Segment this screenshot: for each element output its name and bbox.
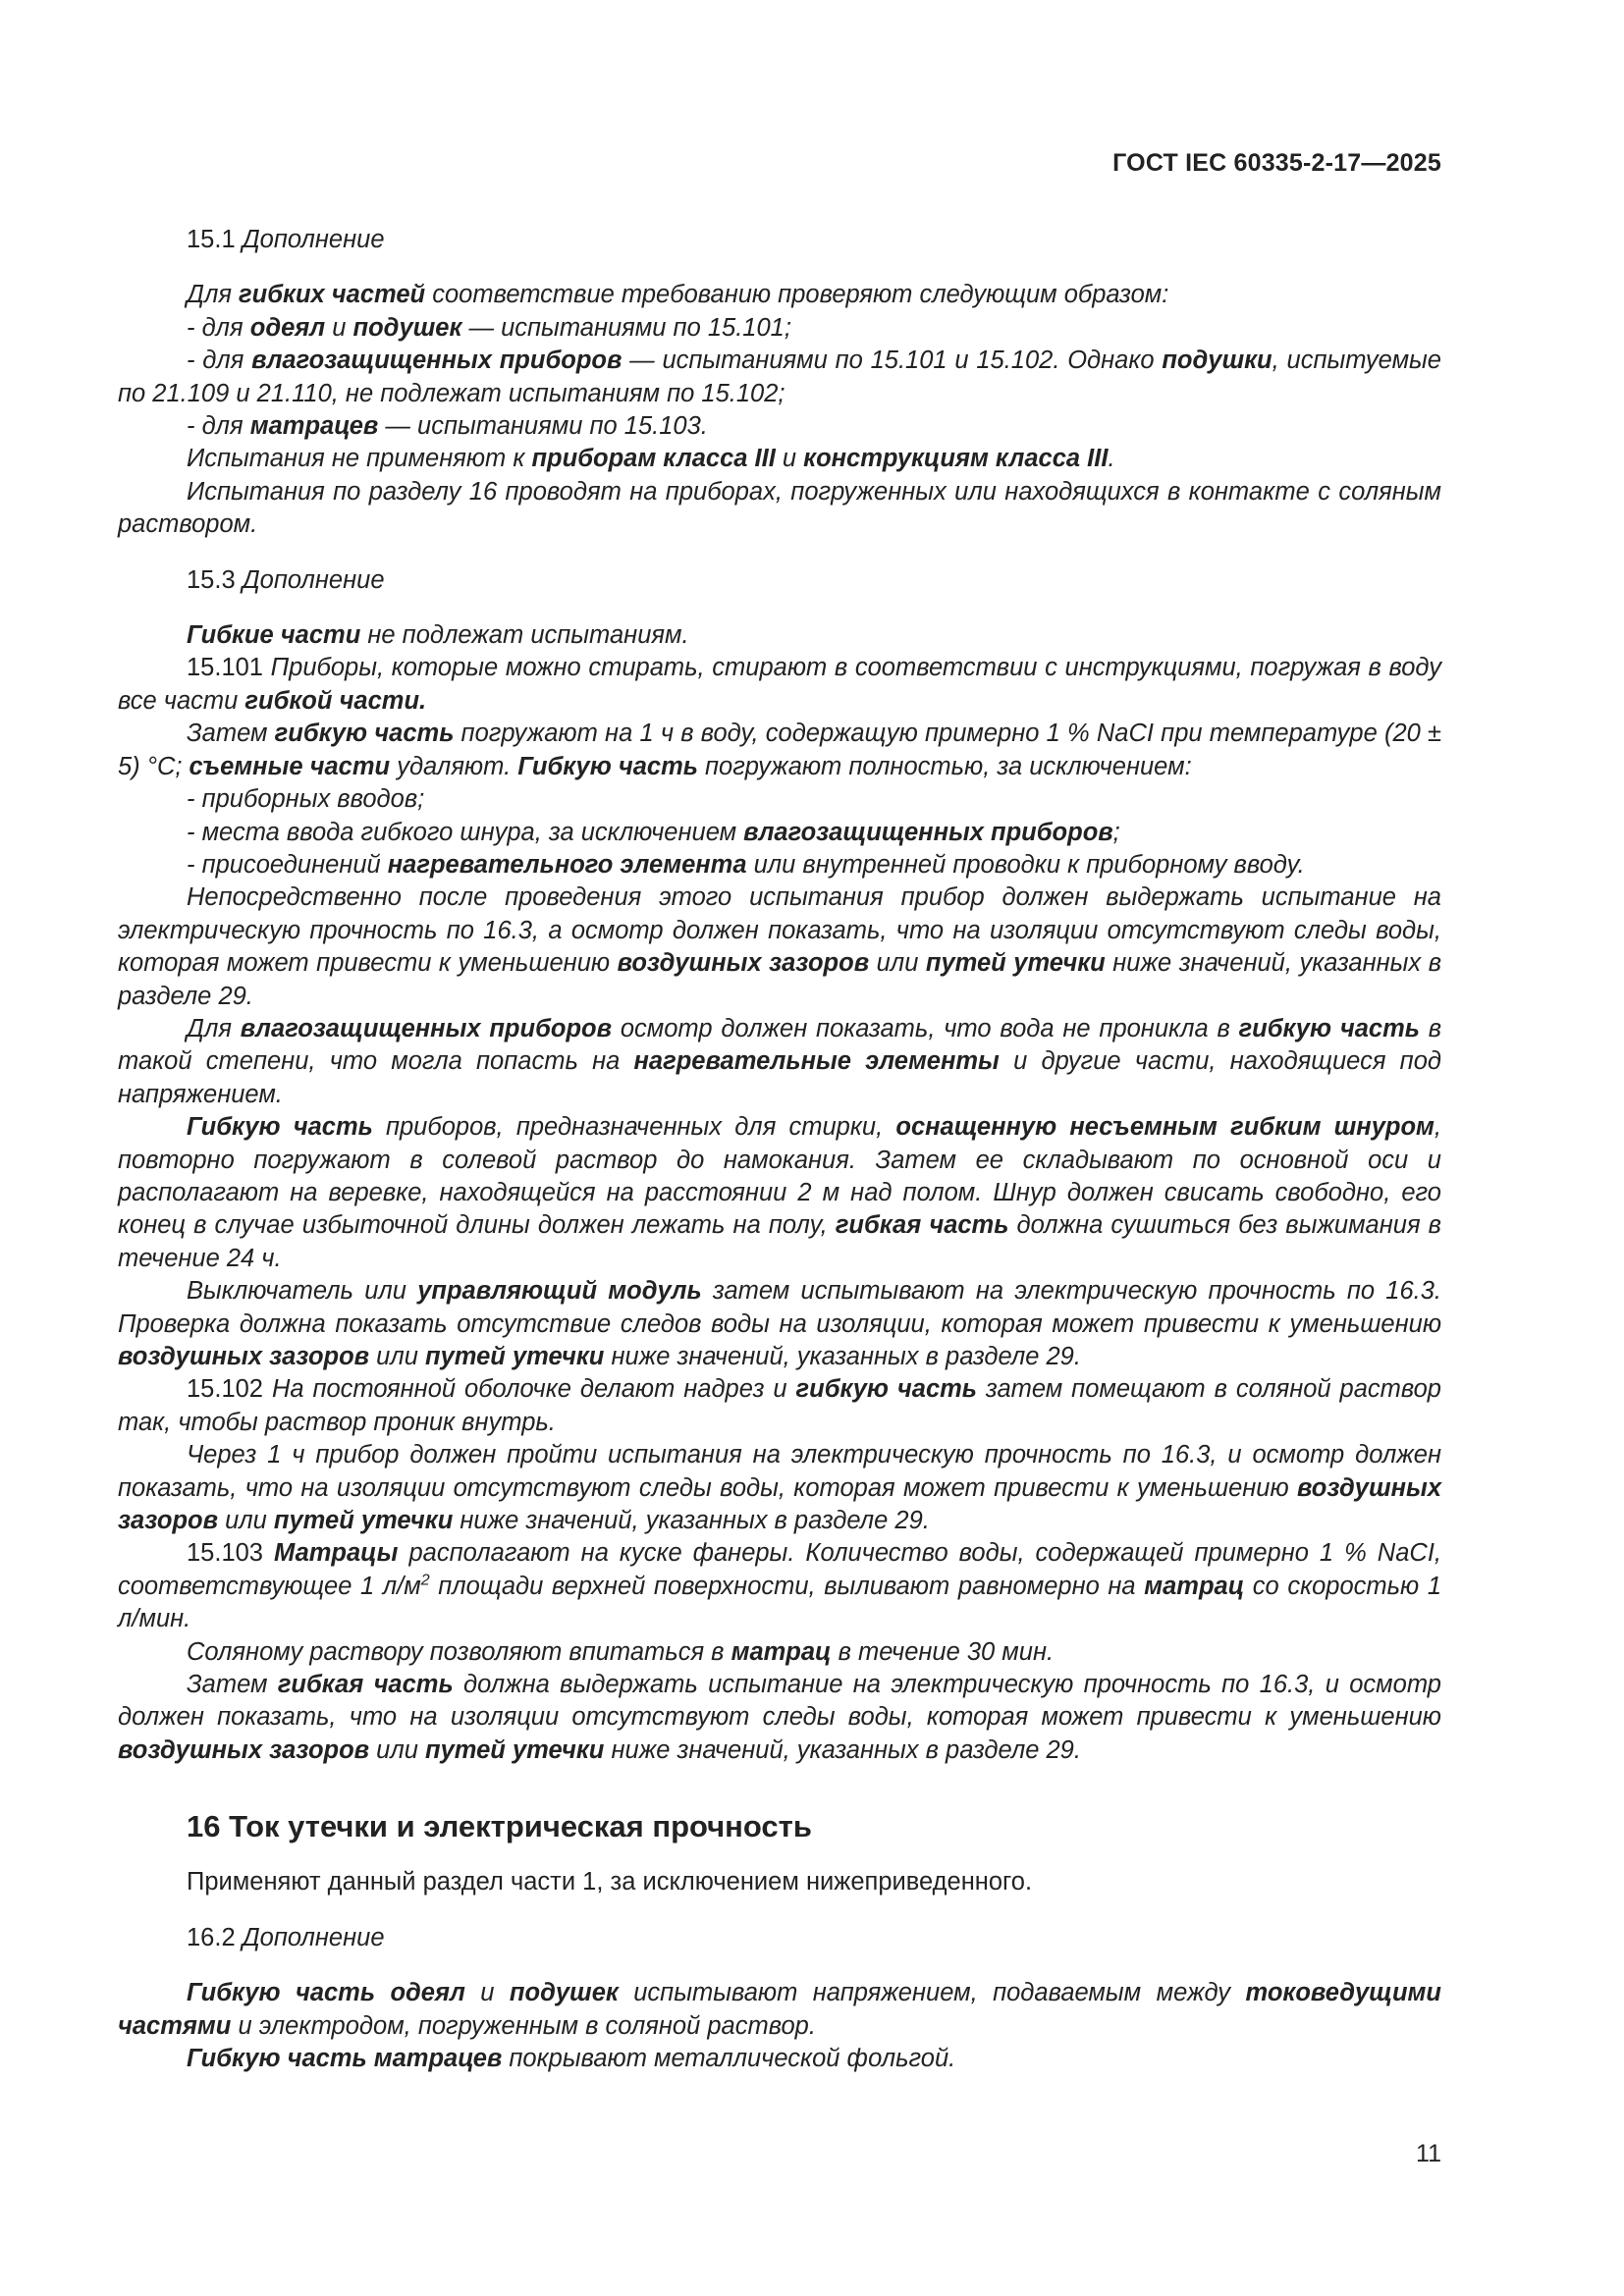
paragraph: Затем гибкую часть погружают на 1 ч в воду, содержащую примерно 1 % NaCI при температуре (20 ± 5) °С; съемные части удаляют. Гибкую часть погружают полностью, за исключением:	[118, 720, 1441, 780]
clause-15-103: 15.103 Матрацы располагают на куске фанеры. Количество воды, содержащей примерно 1 % NaCI, соответствующее 1 $л/м^2$ площади верхней поверхности, выливают равномерно на матрац со скоростью 1 л/мин.	[118, 1539, 1442, 1633]
list-item: - приборных вводов;	[187, 785, 425, 814]
clause-number: 15.1	[187, 226, 243, 253]
clause-number: 15.3	[187, 565, 243, 594]
section-16-intro: Применяют данный раздел части 1, за исключением нижеприведенного.	[187, 1868, 1033, 1896]
clause-15-102: 15.102 На постоянной оболочке делают надрез и гибкую часть затем помещают в соляной раствор так, чтобы раствор проник внутрь.	[118, 1375, 1441, 1436]
clause-15-3-label	[118, 564, 1441, 597]
list-item: - для одеял и подушек — испытаниями по 15.101;	[187, 313, 791, 342]
clause-label: Дополнение	[242, 226, 385, 253]
clause-number: 16.2	[187, 1923, 243, 1951]
paragraph: Испытания по разделу 16 проводят на приборах, погруженных или находящихся в контакте с соляным раствором.	[118, 477, 1441, 539]
paragraph: Затем гибкая часть должна выдержать испытание на электрическую прочность по 16.3, и осмотр должен показать, что на изоляции отсутствуют следы воды, которая может привести к уменьшению воздушных зазоров или путей утечки ниже значений, указанных в разделе 29.	[118, 1671, 1441, 1764]
paragraph: Гибкие части не подлежат испытаниям.	[187, 621, 689, 650]
list-item: - присоединений нагревательного элемента или внутренней проводки к приборному вводу.	[187, 850, 1305, 879]
paragraph: Гибкую часть приборов, предназначенных для стирки, оснащенную несъемным гибким шнуром, повторно погружают в солевой раствор до намокания. Затем ее складывают по основной оси и располагают на веревке, находящейся на расстоянии 2 м над полом. Шнур должен свисать свободно, его конец в случае избыточной длины должен лежать на полу, гибкая часть должна сушиться без выжимания в течение 24 ч.	[118, 1113, 1441, 1272]
paragraph: Для гибких частей соответствие требованию проверяют следующим образом:	[187, 281, 1169, 309]
section-16-heading: 16 Ток утечки и электрическая прочность	[187, 1809, 812, 1844]
clause-16-2-label	[118, 1922, 1441, 1954]
paragraph: Испытания не применяют к приборам класса III и конструкциям класса III.	[187, 445, 1115, 473]
list-item: - места ввода гибкого шнура, за исключением влагозащищенных приборов;	[187, 818, 1120, 846]
clause-15-1-label	[118, 224, 1441, 256]
clause-label: Дополнение	[242, 1923, 385, 1951]
paragraph: Гибкую часть одеял и подушек испытывают напряжением, подаваемым между токоведущими частями и электродом, погруженным в соляной раствор.	[118, 1979, 1441, 2040]
document-body	[118, 224, 1441, 2075]
paragraph: Гибкую часть матрацев покрывают металлической фольгой.	[187, 2044, 956, 2072]
list-item: - для влагозащищенных приборов — испытаниями по 15.101 и 15.102. Однако подушки, испытуемые по 21.109 и 21.110, не подлежат испытаниям по 15.102;	[118, 347, 1441, 407]
page-number: 11	[1416, 2140, 1441, 2167]
paragraph: Непосредственно после проведения этого испытания прибор должен выдержать испытание на электрическую прочность по 16.3, а осмотр должен показать, что на изоляции отсутствуют следы воды, которая может привести к уменьшению воздушных зазоров или путей утечки ниже значений, указанных в разделе 29.	[118, 883, 1442, 1010]
list-item: - для матрацев — испытаниями по 15.103.	[187, 412, 708, 441]
paragraph: Выключатель или управляющий модуль затем испытывают на электрическую прочность по 16.3. Проверка должна показать отсутствие следов воды на изоляции, которая может привести к уменьшению воздушных зазоров или путей утечки ниже значений, указанных в разделе 29.	[118, 1277, 1442, 1370]
standard-designation: ГОСТ IEC 60335-2-17—2025	[1112, 149, 1441, 177]
clause-15-101: 15.101 Приборы, которые можно стирать, стирают в соответствии с инструкциями, погружая в воду все части гибкой части.	[118, 654, 1441, 715]
clause-label: Дополнение	[242, 565, 385, 594]
paragraph: Через 1 ч прибор должен пройти испытания на электрическую прочность по 16.3, и осмотр должен показать, что на изоляции отсутствуют следы воды, которая может привести к уменьшению воздушных зазоров или путей утечки ниже значений, указанных в разделе 29.	[118, 1441, 1441, 1535]
paragraph: Для влагозащищенных приборов осмотр должен показать, что вода не проникла в гибкую часть в такой степени, что могла попасть на нагревательные элементы и другие части, находящиеся под напряжением.	[118, 1014, 1442, 1108]
paragraph: Соляному раствору позволяют впитаться в матрац в течение 30 мин.	[187, 1637, 1055, 1666]
